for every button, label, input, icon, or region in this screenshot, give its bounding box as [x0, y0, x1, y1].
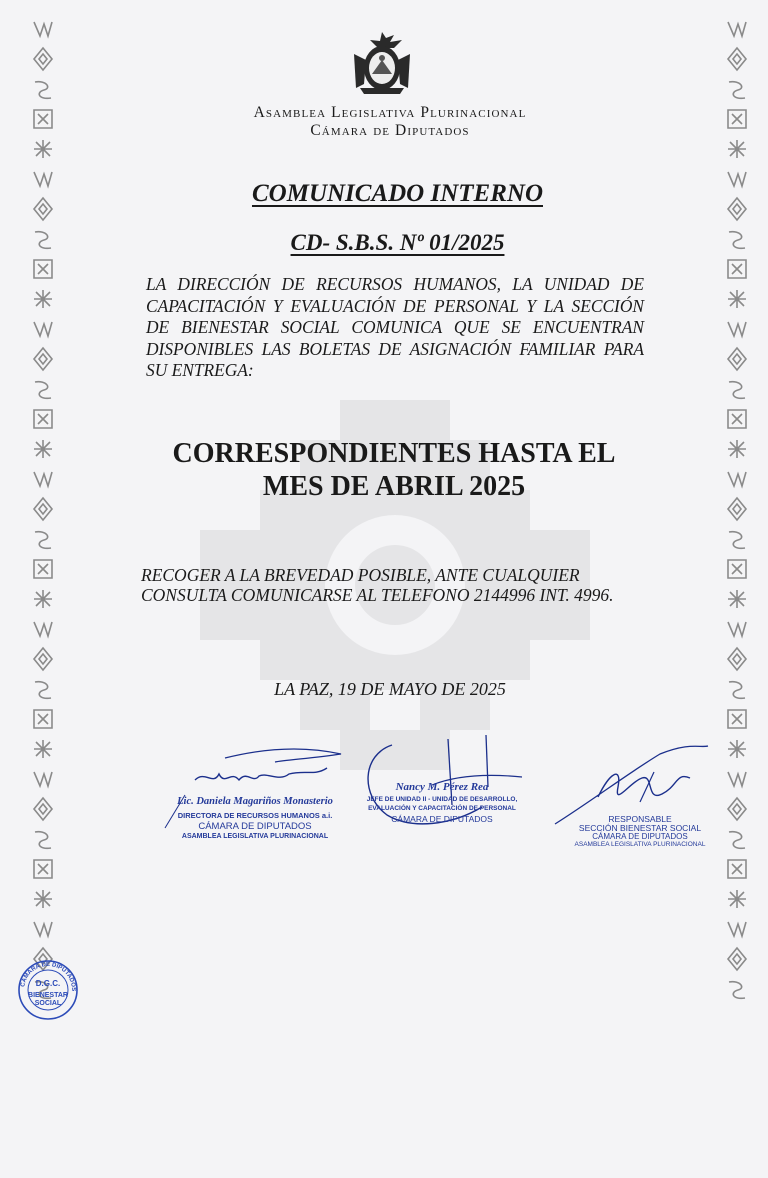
document-code: CD- S.B.S. Nº 01/2025: [290, 230, 505, 255]
signatory-name: Nancy M. Pérez Rea: [395, 781, 489, 793]
signatory-position: RESPONSABLE: [608, 814, 672, 824]
signature-block-hr-director: [155, 740, 355, 860]
headline-line: MES DE ABRIL 2025: [262, 471, 526, 502]
seal-line: BIENESTAR: [28, 992, 68, 999]
signature-block-training-unit: [352, 725, 532, 840]
signatory-position: DIRECTORA DE RECURSOS HUMANOS a.i.: [177, 811, 333, 820]
chamber-name: Cámara de Diputados: [310, 122, 470, 139]
place-and-date: LA PAZ, 19 DE MAYO DE 2025: [274, 679, 506, 699]
stamp-seal-icon: [14, 960, 82, 1020]
signatory-name: Lic. Daniela Magariños Monasterio: [177, 796, 333, 807]
signatory-chamber: CÁMARA DE DIPUTADOS: [391, 814, 493, 824]
bolivia-coat-of-arms-icon: [350, 30, 414, 96]
seal-top-text: CÁMARA DE DIPUTADOS: [20, 961, 77, 992]
left-border-pattern: [30, 14, 56, 1004]
document-title: COMUNICADO INTERNO: [251, 180, 543, 207]
signatory-institution: ASAMBLEA LEGISLATIVA PLURINACIONAL: [181, 833, 329, 840]
seal-line: SOCIAL: [34, 1000, 62, 1007]
signature-block-social-welfare: [550, 742, 730, 857]
signatory-position: SECCIÓN BIENESTAR SOCIAL: [578, 823, 702, 833]
bienestar-social-seal: [14, 960, 82, 1020]
seal-unit: D.G.C.: [35, 979, 61, 988]
intro-paragraph: LA DIRECCIÓN DE RECURSOS HUMANOS, LA UNIDAD DE CAPACITACIÓN Y EVALUACIÓN DE PERSONAL Y LA SECCIÓN DE BIENESTAR SOCIAL COMUNICA QUE SE ENCUENTRAN DISPONIBLES LAS BOLETAS DE ASIGNACIÓN FAMILIAR PARA SU ENTREGA:: [146, 274, 644, 380]
announcement-headline: [0, 437, 768, 503]
signatory-chamber: CÁMARA DE DIPUTADOS: [198, 821, 312, 832]
instructions-paragraph: RECOGER A LA BREVEDAD POSIBLE, ANTE CUALQUIER CONSULTA COMUNICARSE AL TELEFONO 2144996 INT. 4996.: [141, 565, 614, 605]
signatory-chamber: CÁMARA DE DIPUTADOS: [592, 832, 688, 841]
signatory-position: JEFE DE UNIDAD II - UNIDAD DE DESARROLLO,: [366, 796, 518, 803]
signatory-institution: ASAMBLEA LEGISLATIVA PLURINACIONAL: [574, 841, 706, 848]
headline-line: CORRESPONDIENTES HASTA EL: [172, 438, 616, 469]
institution-name: Asamblea Legislativa Plurinacional: [253, 104, 527, 121]
border-pattern-icon: [30, 14, 56, 1004]
signatory-position: EVALUACIÓN Y CAPACITACIÓN DE PERSONAL: [368, 805, 516, 812]
